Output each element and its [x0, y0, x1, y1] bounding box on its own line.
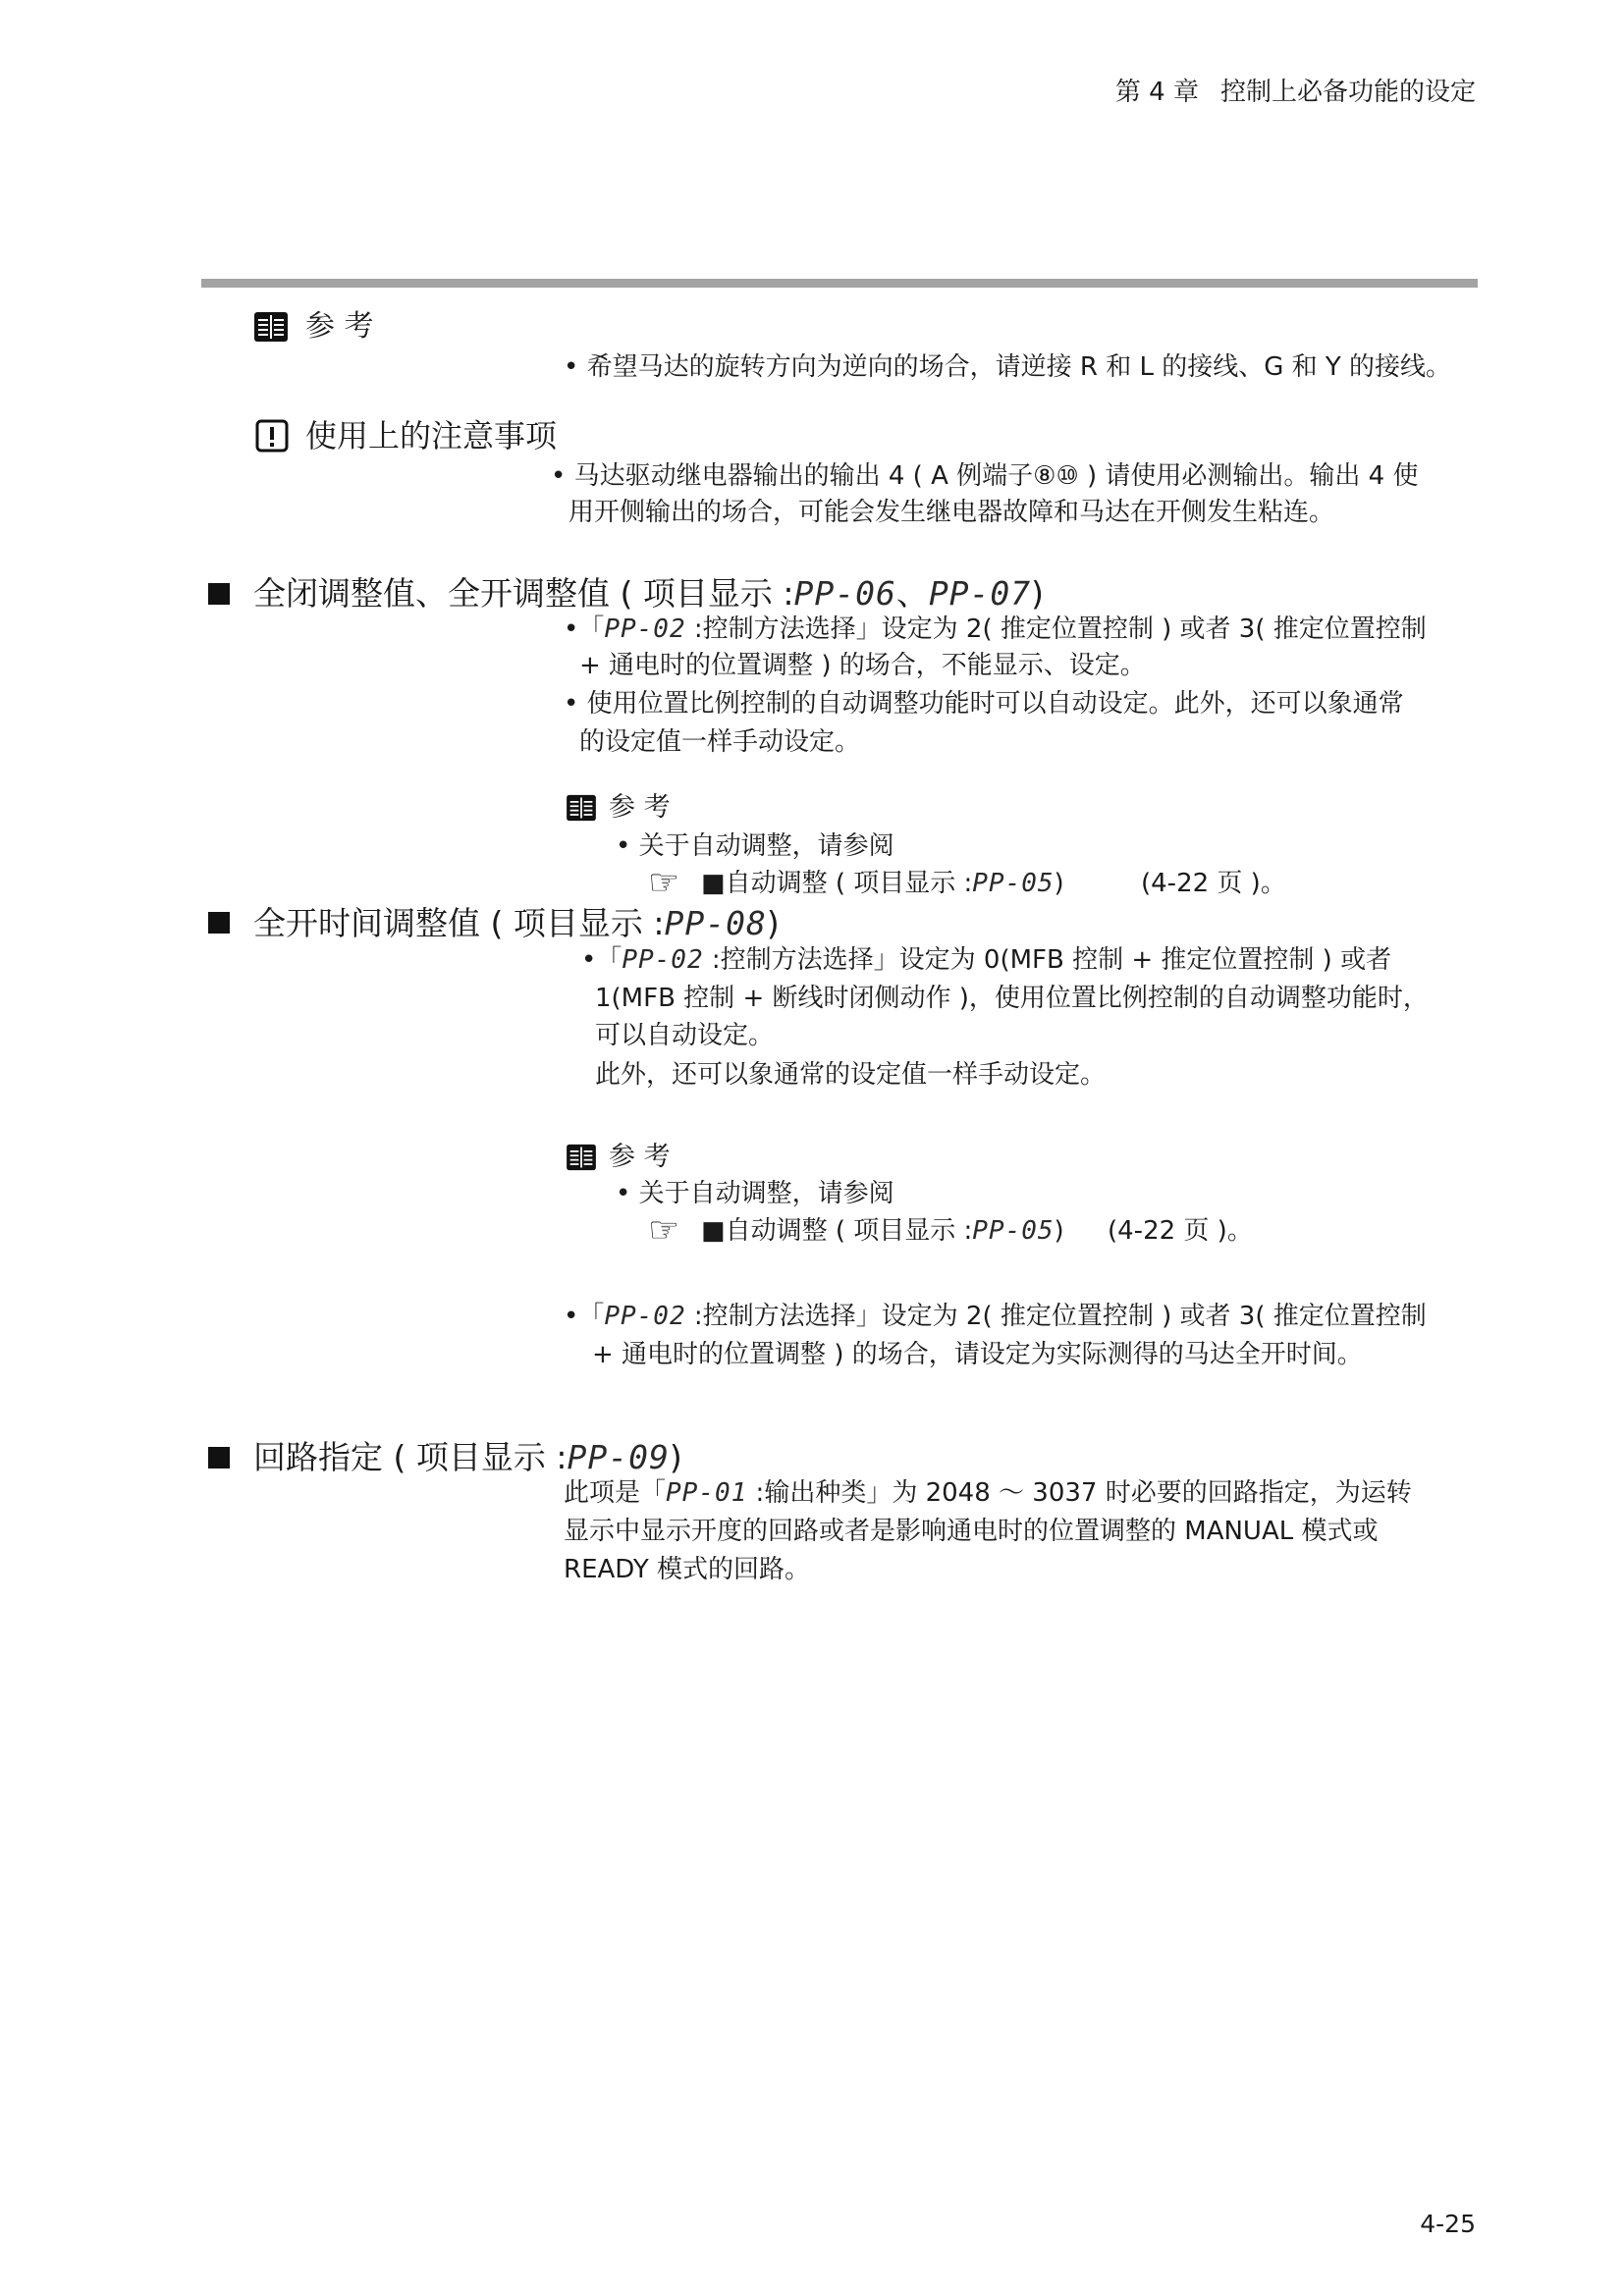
heading-text: 回路指定 ( 项目显示 :: [253, 1438, 568, 1476]
square-bullet-icon: [208, 912, 230, 934]
heading-text: 、: [895, 574, 929, 613]
page-number: 4-25: [1420, 2210, 1476, 2238]
body-line: • 使用位置比例控制的自动调整功能时可以自动设定。此外，还可以象通常: [564, 689, 1404, 719]
heading-text: 全开时间调整值 ( 项目显示 :: [253, 904, 665, 942]
line-text: 此项是「: [564, 1478, 667, 1508]
heading-text: ): [669, 1438, 682, 1476]
running-header: [1115, 77, 1476, 108]
line-text: :控制方法选择」设定为 0(MFB 控制 + 推定位置控制 ) 或者: [703, 945, 1392, 975]
book-icon: [566, 794, 597, 822]
parameter-code: PP-02: [622, 945, 704, 975]
reference-text: • 希望马达的旋转方向为逆向的场合，请逆接 R 和 L 的接线、G 和 Y 的接线。: [564, 352, 1452, 382]
parameter-code: PP-09: [567, 1438, 670, 1476]
body-line: [564, 1477, 1412, 1509]
section-divider: [201, 279, 1478, 288]
section-heading: [253, 904, 780, 943]
body-line: 1(MFB 控制 + 断线时闭侧动作 )，使用位置比例控制的自动调整功能时，: [595, 984, 1429, 1013]
caution-text: 用开侧输出的场合，可能会发生继电器故障和马达在开侧发生粘连。: [568, 498, 1335, 527]
pointing-hand-icon: [648, 1211, 679, 1251]
book-icon: [566, 1144, 597, 1171]
link-text: ■自动调整 ( 项目显示 :: [701, 1216, 973, 1246]
page-reference: (4-22 页 )。: [1141, 869, 1286, 898]
body-line: 此外，还可以象通常的设定值一样手动设定。: [595, 1060, 1107, 1090]
book-icon: [253, 311, 289, 343]
reference-intro: • 关于自动调整，请参阅: [616, 831, 894, 861]
line-text: :输出种类」为 2048 ～ 3037 时必要的回路指定，为运转: [747, 1478, 1412, 1508]
cross-reference-link[interactable]: [701, 868, 1064, 899]
line-text: :控制方法选择」设定为 2( 推定位置控制 ) 或者 3( 推定位置控制: [685, 614, 1427, 644]
parameter-code: PP-02: [604, 1302, 686, 1331]
body-line: READY 模式的回路。: [564, 1555, 811, 1584]
page-reference: (4-22 页 )。: [1108, 1216, 1253, 1246]
heading-text: ): [766, 904, 780, 942]
cross-reference-link[interactable]: [701, 1215, 1064, 1247]
square-bullet-icon: [208, 583, 230, 605]
link-text: ): [1054, 1216, 1064, 1246]
parameter-code: PP-06: [793, 574, 896, 613]
link-text: ■自动调整 ( 项目显示 :: [701, 869, 973, 898]
parameter-code: PP-07: [928, 574, 1032, 613]
square-bullet-icon: [208, 1447, 230, 1468]
line-text: •「: [564, 614, 605, 644]
body-line: + 通电时的位置调整 ) 的场合，请设定为实际测得的马达全开时间。: [592, 1340, 1363, 1369]
parameter-code: PP-01: [666, 1478, 748, 1508]
body-line: [564, 1301, 1427, 1332]
heading-text: 全闭调整值、全开调整值 ( 项目显示 :: [253, 574, 794, 613]
reference-heading: 参 考: [609, 1142, 671, 1172]
parameter-code: PP-05: [972, 869, 1055, 898]
line-text: •「: [581, 945, 623, 975]
line-text: :控制方法选择」设定为 2( 推定位置控制 ) 或者 3( 推定位置控制: [685, 1302, 1427, 1331]
pointing-hand-icon: [648, 864, 679, 903]
body-line: 可以自动设定。: [595, 1021, 775, 1050]
reference-heading: 参 考: [609, 792, 671, 823]
chapter-number: 第 4 章: [1114, 78, 1199, 107]
exclamation-icon: [255, 419, 289, 453]
heading-text: ): [1031, 574, 1045, 613]
body-line: 显示中显示开度的回路或者是影响通电时的位置调整的 MANUAL 模式或: [564, 1517, 1379, 1546]
body-line: + 通电时的位置调整 ) 的场合，不能显示、设定。: [579, 651, 1146, 680]
caution-heading: 使用上的注意事项: [305, 417, 558, 454]
caution-text: • 马达驱动继电器输出的输出 4 ( A 例端子⑧⑩ ) 请使用必测输出。输出 4 使: [551, 461, 1419, 491]
parameter-code: PP-08: [664, 904, 767, 942]
body-line: 的设定值一样手动设定。: [579, 727, 861, 757]
line-text: •「: [564, 1302, 605, 1331]
body-line: [581, 944, 1391, 976]
parameter-code: PP-05: [972, 1216, 1055, 1246]
body-line: [564, 614, 1427, 645]
section-heading: [253, 574, 1044, 614]
section-heading: [253, 1438, 682, 1477]
chapter-title: 控制上必备功能的设定: [1219, 78, 1476, 107]
reference-intro: • 关于自动调整，请参阅: [616, 1179, 894, 1208]
link-text: ): [1054, 869, 1064, 898]
reference-heading: 参 考: [305, 309, 374, 344]
parameter-code: PP-02: [604, 614, 686, 644]
